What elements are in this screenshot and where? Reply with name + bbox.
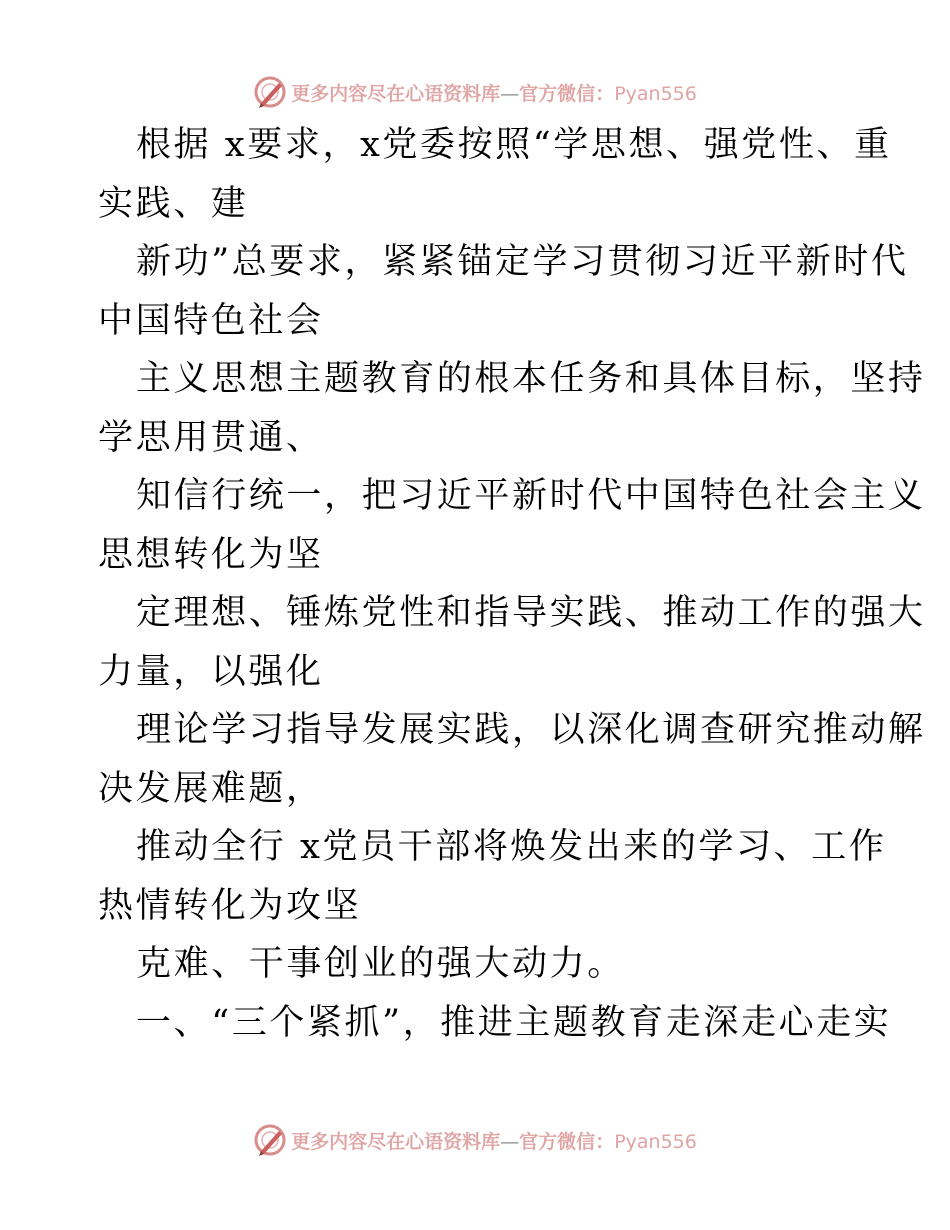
footer-watermark [0, 1120, 950, 1160]
watermark-text: 更多内容尽在心语资料库—官方微信：Pyan556 [291, 1130, 697, 1153]
paragraph-line: 学思用贯通、 [98, 417, 324, 458]
header-watermark [0, 72, 950, 112]
watermark-text: 更多内容尽在心语资料库—官方微信：Pyan556 [291, 82, 697, 105]
paragraph-line: 根据 x要求，x党委按照“学思想、强党性、重 [136, 125, 892, 165]
paragraph-line: 新功”总要求，紧紧锚定学习贯彻习近平新时代 [136, 242, 909, 282]
paragraph-line: 知信行统一，把习近平新时代中国特色社会主义 [136, 476, 926, 516]
paragraph-line: 主义思想主题教育的根本任务和具体目标，坚持 [136, 359, 926, 399]
paragraph-line: 推动全行 x党员干部将焕发出来的学习、工作 [136, 827, 887, 867]
paragraph-line: 克难、干事创业的强大动力。 [136, 944, 625, 984]
paragraph-line: 定理想、锤炼党性和指导实践、推动工作的强大 [136, 593, 926, 633]
paragraph-line: 中国特色社会 [98, 300, 324, 341]
document-body [98, 116, 926, 1052]
paragraph-line: 思想转化为坚 [98, 534, 324, 575]
pen-logo-icon [253, 1123, 287, 1157]
paragraph-line: 一、“三个紧抓”，推进主题教育走深走心走实 [136, 1002, 892, 1043]
paragraph-line: 热情转化为攻坚 [98, 885, 362, 926]
paragraph-line: 决发展难题， [98, 768, 324, 809]
pen-logo-icon [253, 75, 287, 109]
paragraph-line: 力量，以强化 [98, 651, 324, 692]
paragraph-line: 理论学习指导发展实践，以深化调查研究推动解 [136, 710, 926, 750]
paragraph-line: 实践、建 [98, 183, 249, 224]
